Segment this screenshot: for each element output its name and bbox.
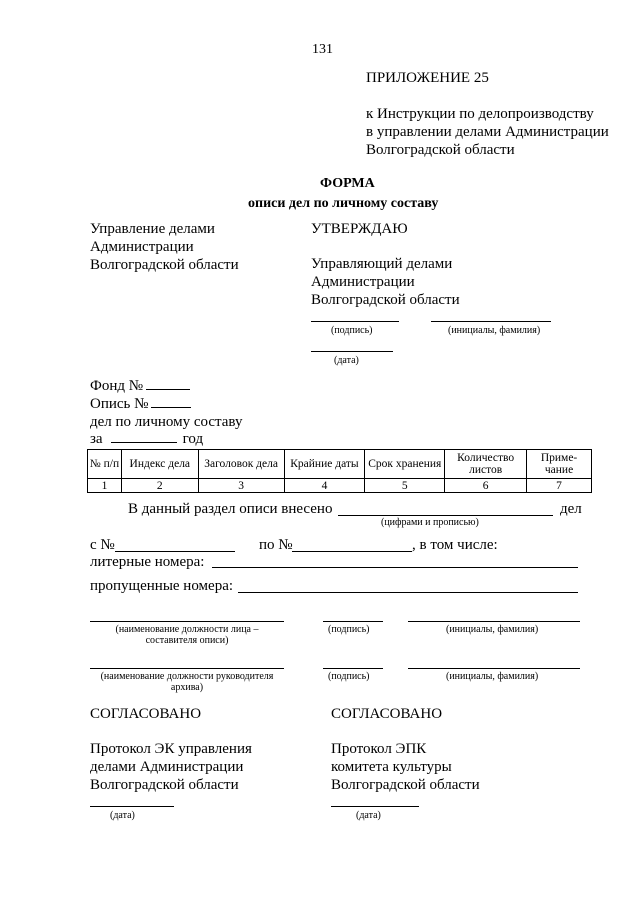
col-header-number: № п/п <box>88 450 122 479</box>
org-line-2: Администрации <box>90 239 194 255</box>
col-number-6: 6 <box>445 479 527 493</box>
appendix-line-1: к Инструкции по делопроизводству <box>366 106 594 122</box>
col-header-retention: Срок хранения <box>365 450 445 479</box>
approve-line-1: Управляющий делами <box>311 256 453 272</box>
inventory-table <box>87 449 592 493</box>
head-name-line <box>408 668 580 669</box>
col-header-sheets: Количество листов <box>445 450 527 479</box>
to-number-line <box>292 551 412 552</box>
col-header-index: Индекс дела <box>121 450 198 479</box>
to-suffix: , в том числе: <box>412 537 498 553</box>
approve-date-caption: (дата) <box>334 355 359 366</box>
agree-right-line-1: Протокол ЭПК <box>331 741 427 757</box>
approve-line-2: Администрации <box>311 274 415 290</box>
from-number-line <box>115 551 235 552</box>
literal-label: литерные номера: <box>90 554 205 570</box>
head-caption-1: (наименование должности руководителя <box>100 671 274 682</box>
col-header-title: Заголовок дела <box>198 450 284 479</box>
compiler-name-line <box>408 621 580 622</box>
compiler-caption-1: (наименование должности лица – <box>115 624 259 635</box>
form-subtitle: описи дел по личному составу <box>248 196 439 211</box>
fond-number-blank <box>146 389 190 390</box>
missing-line <box>238 592 578 593</box>
agree-right-heading: СОГЛАСОВАНО <box>331 706 443 722</box>
col-number-2: 2 <box>121 479 198 493</box>
agree-left-line-1: Протокол ЭК управления <box>90 741 252 757</box>
org-line-1: Управление делами <box>90 221 215 237</box>
approve-heading: УТВЕРЖДАЮ <box>311 221 408 237</box>
to-label: по № <box>259 537 293 553</box>
opis-number-blank <box>151 407 191 408</box>
appendix-line-2: в управлении делами Администрации <box>366 124 609 140</box>
col-number-4: 4 <box>284 479 365 493</box>
compiler-position-line <box>90 621 284 622</box>
agree-left-heading: СОГЛАСОВАНО <box>90 706 202 722</box>
org-line-3: Волгоградской области <box>90 257 239 273</box>
agree-left-date-caption: (дата) <box>110 810 135 821</box>
opis-label: Опись № <box>90 396 191 413</box>
from-label: с № <box>90 537 115 553</box>
form-title: ФОРМА <box>320 176 375 191</box>
year-blank <box>111 442 177 443</box>
fond-label: Фонд № <box>90 378 190 395</box>
approve-name-line <box>431 321 551 322</box>
agree-right-line-3: Волгоградской области <box>331 777 480 793</box>
head-caption-2: архива) <box>170 682 204 693</box>
approve-date-line <box>311 351 393 352</box>
col-number-1: 1 <box>88 479 122 493</box>
summary-line-1-prefix: В данный раздел описи внесено <box>128 501 333 517</box>
head-signature-caption: (подпись) <box>328 671 370 682</box>
appendix-line-3: Волгоградской области <box>366 142 515 158</box>
compiler-name-caption: (инициалы, фамилия) <box>446 624 539 635</box>
compiler-caption-2: составителя описи) <box>145 635 229 646</box>
missing-label: пропущенные номера: <box>90 578 234 594</box>
summary-count-caption: (цифрами и прописью) <box>381 517 479 528</box>
appendix-title: ПРИЛОЖЕНИЕ 25 <box>366 70 489 86</box>
approve-name-caption: (инициалы, фамилия) <box>448 325 541 336</box>
page-number: 131 <box>312 42 333 57</box>
agree-left-line-2: делами Администрации <box>90 759 244 775</box>
col-header-notes: Приме- чание <box>527 450 592 479</box>
cases-label: дел по личному составу <box>90 414 243 430</box>
agree-right-line-2: комитета культуры <box>331 759 452 775</box>
approve-signature-line <box>311 321 399 322</box>
agree-left-line-3: Волгоградской области <box>90 777 239 793</box>
agree-left-date-line <box>90 806 174 807</box>
approve-signature-caption: (подпись) <box>331 325 373 336</box>
agree-right-date-caption: (дата) <box>356 810 381 821</box>
approve-line-3: Волгоградской области <box>311 292 460 308</box>
compiler-signature-caption: (подпись) <box>328 624 370 635</box>
year-line: за год <box>90 431 204 447</box>
head-name-caption: (инициалы, фамилия) <box>446 671 539 682</box>
compiler-signature-line <box>323 621 383 622</box>
summary-count-line <box>338 515 553 516</box>
head-signature-line <box>323 668 383 669</box>
literal-line <box>212 567 578 568</box>
head-position-line <box>90 668 284 669</box>
col-number-3: 3 <box>198 479 284 493</box>
agree-right-date-line <box>331 806 419 807</box>
col-header-dates: Крайние даты <box>284 450 365 479</box>
col-number-5: 5 <box>365 479 445 493</box>
summary-line-1-suffix: дел <box>560 501 582 517</box>
col-number-7: 7 <box>527 479 592 493</box>
